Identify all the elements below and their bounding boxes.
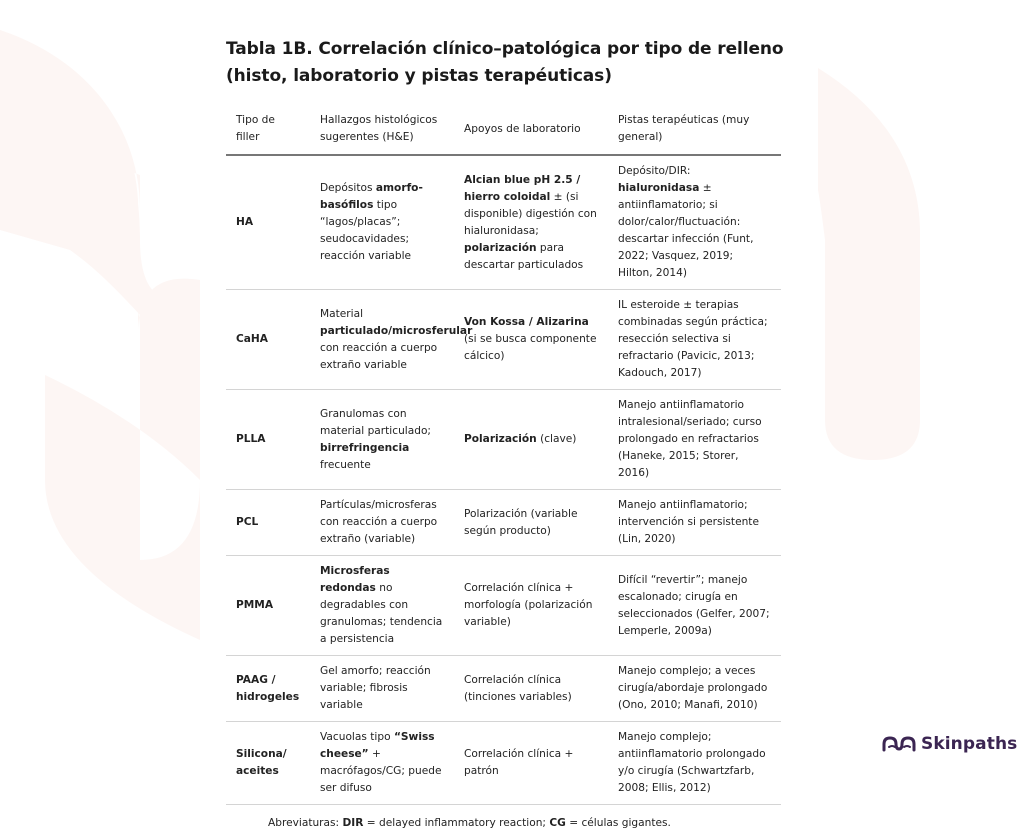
cell-histology-segment: Partículas/microsferas con reacción a cuerpo extraño (variable) [320, 499, 438, 545]
cell-histology-segment: tipo “lagos/placas”; seudocavidades; reacción variable [320, 199, 412, 262]
cell-therapy-segment: Manejo antiinflamatorio intralesional/seriado; curso prolongado en refractarios (Haneke, 2015; Storer, 2016) [618, 399, 762, 479]
cell-filler-type: PCL [226, 490, 310, 556]
cell-histology [310, 290, 473, 390]
cell-therapy [608, 722, 781, 805]
cell-lab [454, 556, 608, 656]
document-content [226, 36, 786, 829]
table-title: Tabla 1B. Correlación clínico–patológica por tipo de relleno (histo, laboratorio y pistas terapéuticas) [226, 39, 784, 86]
cell-histology-bold-segment: birrefringencia [320, 441, 410, 454]
cell-therapy-segment: IL esteroide ± terapias combinadas según práctica; resección selectiva si refractario (Pavicic, 2013; Kadouch, 2017) [618, 299, 768, 379]
cell-therapy-segment: Manejo complejo; a veces cirugía/abordaje prolongado (Ono, 2010; Manafi, 2010) [618, 665, 768, 711]
cell-therapy-segment: ± antiinflamatorio; si dolor/calor/fluctuación: descartar infección (Funt, 2022; Vasquez, 2019; Hilton, 2014) [618, 182, 754, 279]
cell-histology [310, 656, 454, 722]
header-lab: Apoyos de laboratorio [454, 104, 608, 155]
cell-histology-bold-segment: “Swiss cheese” [320, 731, 435, 760]
cell-lab-bold-segment: Von Kossa / Alizarina [464, 316, 589, 328]
header-therapy: Pistas terapéuticas (muy general) [608, 104, 781, 155]
table-header-row [226, 104, 781, 155]
cell-therapy-segment: Depósito/DIR: [618, 165, 691, 177]
cell-histology-segment: Depósitos [320, 182, 376, 194]
skinpaths-wave-logo-icon [882, 736, 916, 752]
cell-lab-bold-segment: Alcian blue pH 2.5 / hierro coloidal [464, 173, 581, 203]
footnote-bold-segment: DIR [342, 817, 364, 829]
cell-histology-segment: frecuente [320, 458, 371, 471]
cell-filler-type: PAAG / hidrogeles [226, 656, 310, 722]
cell-lab-segment: ± (si disponible) digestión con hialuronidasa; [464, 190, 597, 237]
footnote-segment: = células gigantes. [565, 817, 671, 829]
cell-filler-type: PLLA [226, 390, 310, 490]
table-row [226, 390, 781, 490]
cell-filler-type: Silicona/ aceites [226, 722, 310, 805]
cell-therapy-segment: Manejo antiinflamatorio; intervención si persistente (Lin, 2020) [618, 499, 759, 545]
brand-logo [882, 734, 1017, 754]
brand-name: Skinpaths [921, 734, 1018, 754]
abbreviations-footnote [268, 817, 786, 829]
header-histology: Hallazgos histológicos sugerentes (H&E) [310, 104, 454, 155]
cell-therapy-segment: Manejo complejo; antiinflamatorio prolongado y/o cirugía (Schwartzfarb, 2008; Ellis, 2012) [618, 731, 766, 794]
footnote-segment: Abreviaturas: [268, 817, 343, 829]
cell-therapy-bold-segment: hialuronidasa [618, 182, 700, 194]
cell-histology-bold-segment: amorfo-basófilos [320, 182, 423, 211]
cell-therapy [608, 390, 781, 490]
table-row [226, 722, 781, 805]
cell-therapy [608, 290, 781, 390]
cell-lab [454, 722, 608, 805]
cell-lab-segment: Correlación clínica (tinciones variables) [464, 673, 572, 703]
cell-filler-type: HA [226, 155, 310, 290]
cell-histology-segment: Material [320, 307, 364, 320]
cell-histology [310, 722, 454, 805]
cell-lab-bold-segment: polarización [464, 241, 537, 254]
header-filler-type: Tipo de filler [226, 104, 310, 155]
cell-lab-segment: (si se busca componente cálcico) [464, 333, 597, 362]
cell-histology-segment: Granulomas con material particulado; [320, 407, 432, 437]
cell-histology [310, 155, 454, 290]
cell-lab-segment: Correlación clínica + patrón [464, 748, 574, 777]
cell-lab [454, 656, 608, 722]
cell-filler-type: PMMA [226, 556, 310, 656]
cell-histology-segment: con reacción a cuerpo extraño variable [320, 341, 438, 371]
correlation-table [226, 104, 781, 805]
cell-histology-segment: Gel amorfo; reacción variable; fibrosis variable [320, 665, 431, 711]
cell-lab-segment: Polarización (variable según producto) [464, 507, 578, 537]
table-row [226, 290, 781, 390]
cell-lab [454, 290, 608, 390]
cell-histology-segment: + macrófagos/CG; puede ser difuso [320, 748, 442, 794]
cell-lab [454, 390, 608, 490]
cell-therapy [608, 490, 781, 556]
table-row [226, 556, 781, 656]
cell-therapy [608, 155, 781, 290]
cell-histology [310, 390, 454, 490]
cell-histology-segment: no degradables con granulomas; tendencia a persistencia [320, 582, 443, 645]
footnote-bold-segment: CG [549, 817, 566, 829]
footnote-segment: = delayed inflammatory reaction; [363, 817, 550, 829]
cell-histology-bold-segment: particulado/microsferular [320, 324, 473, 337]
cell-lab [454, 155, 608, 290]
table-row [226, 656, 781, 722]
cell-histology-segment: Vacuolas tipo [320, 731, 394, 743]
cell-lab-segment: Correlación clínica + morfología (polarización variable) [464, 582, 593, 628]
cell-histology-bold-segment: Microsferas redondas [320, 565, 390, 594]
table-row [226, 490, 781, 556]
cell-lab [454, 490, 608, 556]
cell-lab-segment: (clave) [536, 433, 577, 445]
cell-therapy-segment: Difícil “revertir”; manejo escalonado; cirugía en seleccionados (Gelfer, 2007; Lemperle, 2009a) [618, 573, 770, 637]
table-body [226, 155, 781, 805]
cell-lab-bold-segment: Polarización [464, 433, 537, 445]
cell-lab-segment: para descartar particulados [464, 241, 584, 271]
cell-histology [310, 490, 454, 556]
cell-filler-type: CaHA [226, 290, 310, 390]
cell-therapy [608, 556, 781, 656]
cell-histology [310, 556, 454, 656]
cell-therapy [608, 656, 781, 722]
table-row [226, 155, 781, 290]
